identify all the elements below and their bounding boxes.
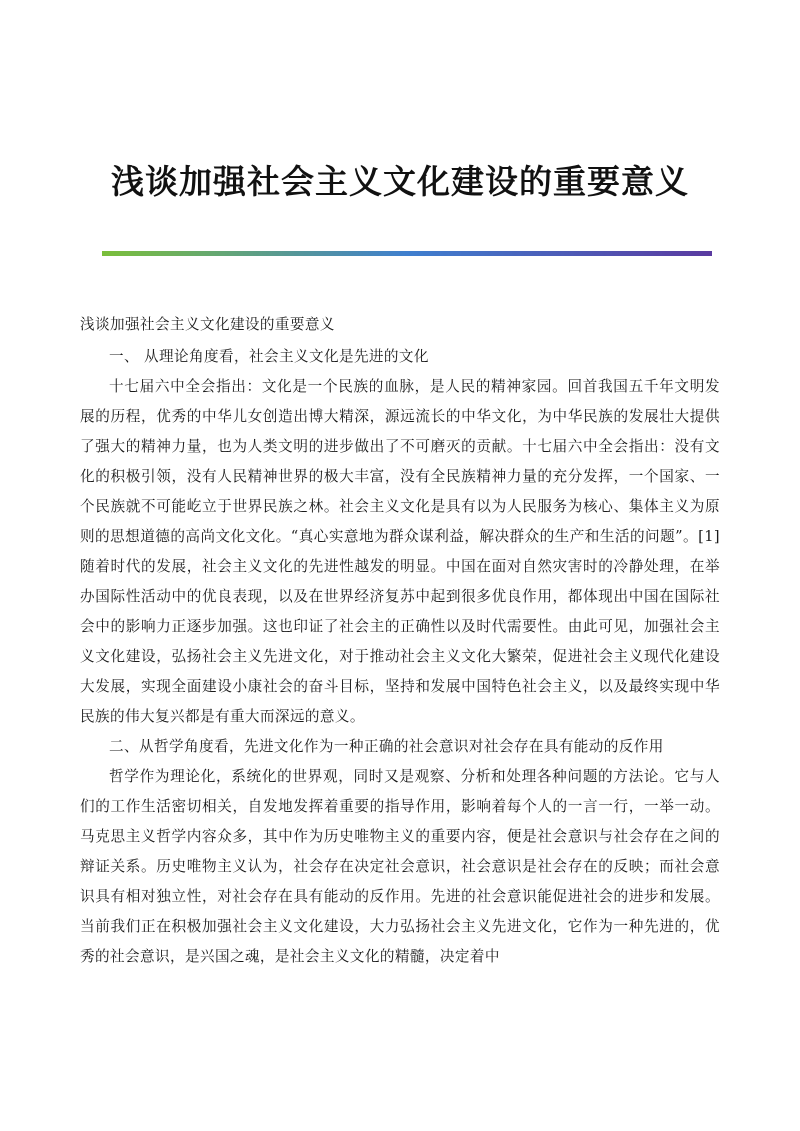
title-divider: [102, 251, 712, 256]
document-body: [80, 310, 720, 972]
document-title: 浅谈加强社会主义文化建设的重要意义: [111, 162, 689, 201]
subtitle: 浅谈加强社会主义文化建设的重要意义: [80, 316, 335, 333]
section-heading-2: 二、从哲学角度看，先进文化作为一种正确的社会意识对社会存在具有能动的反作用: [109, 738, 664, 755]
section-paragraph-1: 十七届六中全会指出：文化是一个民族的血脉，是人民的精神家园。回首我国五千年文明发展的历程，优秀的中华儿女创造出博大精深，源远流长的中华文化，为中华民族的发展壮大提供了强大的精神力量，也为人类文明的进步做出了不可磨灭的贡献。十七届六中全会指出：没有文化的积极引领，没有人民精神世界的极大丰富，没有全民族精神力量的充分发挥，一个国家、一个民族就不可能屹立于世界民族之林。社会主义文化是具有以为人民服务为核心、集体主义为原则的思想道德的高尚文化文化。“真心实意地为群众谋利益，解决群众的生产和生活的问题”。[1]随着时代的发展，社会主义文化的先进性越发的明显。中国在面对自然灾害时的冷静处理，在举办国际性活动中的优良表现，以及在世界经济复苏中起到很多优良作用，都体现出中国在国际社会中的影响力正逐步加强。这也印证了社会主的正确性以及时代需要性。由此可见，加强社会主义文化建设，弘扬社会主义先进文化，对于推动社会主义文化大繁荣，促进社会主义现代化建设大发展，实现全面建设小康社会的奋斗目标，坚持和发展中国特色社会主义，以及最终实现中华民族的伟大复兴都是有重大而深远的意义。: [80, 378, 720, 725]
section-heading-1: 一、 从理论角度看，社会主义文化是先进的文化: [109, 348, 429, 365]
section-paragraph-2: 哲学作为理论化，系统化的世界观，同时又是观察、分析和处理各种问题的方法论。它与人们的工作生活密切相关，自发地发挥着重要的指导作用，影响着每个人的一言一行，一举一动。马克思主义哲学内容众多，其中作为历史唯物主义的重要内容，便是社会意识与社会存在之间的辩证关系。历史唯物主义认为，社会存在决定社会意识，社会意识是社会存在的反映；而社会意识具有相对独立性，对社会存在具有能动的反作用。先进的社会意识能促进社会的进步和发展。当前我们正在积极加强社会主义文化建设，大力弘扬社会主义先进文化，它作为一种先进的，优秀的社会意识，是兴国之魂，是社会主义文化的精髓，决定着中: [80, 768, 720, 965]
